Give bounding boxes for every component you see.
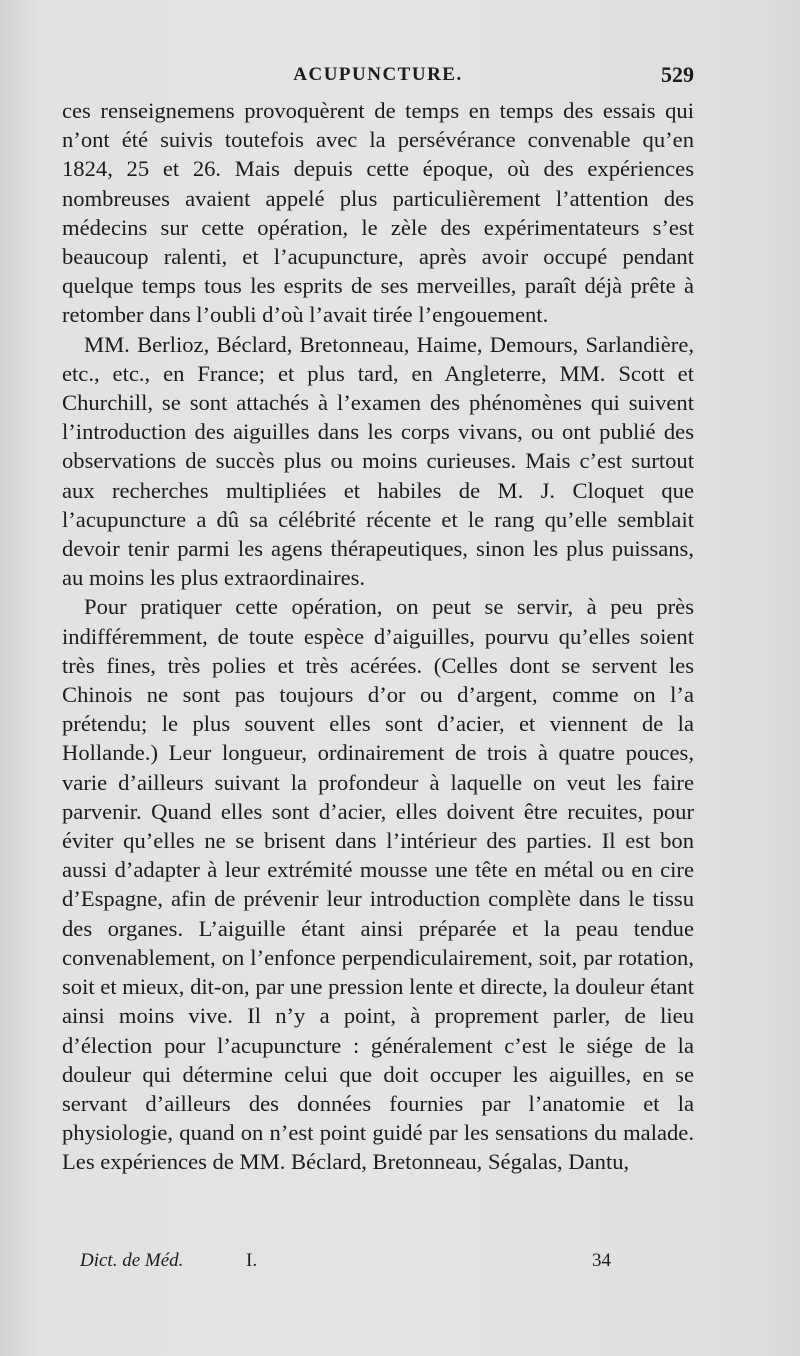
paragraph-continuation: ces renseignemens provoquèrent de temps en temps des essais qui n’ont été suivis toutefois avec la persévérance convenable qu’en 1824, 25 et 26. Mais depuis cette époque, où des expériences nombreuses avaient appelé plus particulièrement l’attention des médecins sur cette opération, le zèle des expérimentateurs s’est beaucoup ralenti, et l’acupuncture, après avoir occupé pendant quelque temps tous les esprits de ses merveilles, paraît déjà prête à retomber dans l’oubli d’où l’avait tirée l’engouement. xyxy=(62,98,694,328)
signature-mark: Dict. de Méd. xyxy=(80,1250,184,1271)
running-title: ACUPUNCTURE. xyxy=(293,64,463,85)
page-header xyxy=(62,60,694,94)
page-number: 529 xyxy=(661,62,694,87)
body-text xyxy=(62,96,694,1177)
sheet-number: 34 xyxy=(592,1250,611,1271)
volume-number: I. xyxy=(246,1250,258,1271)
page-footer xyxy=(62,1246,694,1276)
paragraph-technique: Pour pratiquer cette opération, on peut se servir, à peu près indifféremment, de toute espèce d’aiguilles, pourvu qu’elles soient très fines, très polies et très acérées. (Celles dont se servent les Chinois ne sont pas toujours d’or ou d’argent, comme on l’a prétendu; le plus souvent elles sont d’acier, et viennent de la Hollande.) Leur longueur, ordinairement de trois à quatre pouces, varie d’ailleurs suivant la profondeur à laquelle on veut les faire parvenir. Quand elles sont d’acier, elles doivent être recuites, pour éviter qu’elles ne se brisent dans l’intérieur des parties. Il est bon aussi d’adapter à leur extrémité mousse une tête en métal ou en cire d’Espagne, afin de prévenir leur introduction complète dans le tissu des organes. L’aiguille étant ainsi préparée et la peau tendue convenablement, on l’enfonce perpendiculairement, soit, par rotation, soit et mieux, dit-on, par une pression lente et directe, la douleur étant ainsi moins vive. Il n’y a point, à proprement parler, de lieu d’élection pour l’acupuncture : généralement c’est le siége de la douleur qui détermine celui que doit occuper les aiguilles, en se servant d’ailleurs des données fournies par l’anatomie et la physiologie, quand on n’est point guidé par les sensations du malade. Les expériences de MM. Béclard, Bretonneau, Ségalas, Dantu, xyxy=(62,594,694,1175)
paragraph-researchers: MM. Berlioz, Béclard, Bretonneau, Haime, Demours, Sarlandière, etc., etc., en France; et plus tard, en Angleterre, MM. Scott et Churchill, se sont attachés à l’examen des phénomènes qui suivent l’introduction des aiguilles dans les corps vivans, ou ont publié des observations de succès plus ou moins curieuses. Mais c’est surtout aux recherches multipliées et habiles de M. J. Cloquet que l’acupuncture a dû sa célébrité récente et le rang qu’elle semblait devoir tenir parmi les agens thérapeutiques, sinon les plus puissans, au moins les plus extraordinaires. xyxy=(62,331,694,591)
